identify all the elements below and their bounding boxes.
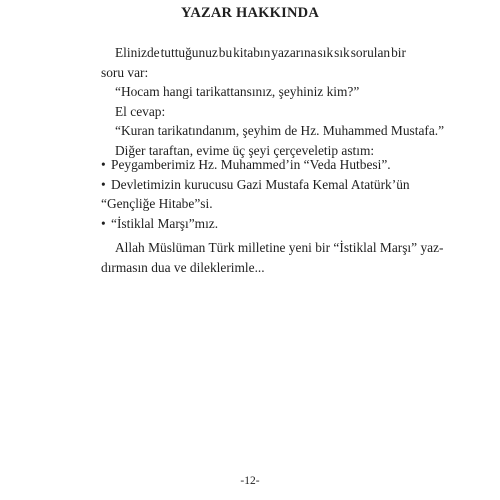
paragraph-intro (101, 43, 445, 161)
text-line (101, 43, 406, 63)
page-title: YAZAR HAKKINDA (180, 5, 319, 21)
word: bu (218, 45, 233, 60)
text-line: “Kuran tarikatındanım, şeyhim de Hz. Muhammed Mustafa.” (115, 123, 445, 139)
list-item-continuation: “Gençliğe Hitabe”si. (101, 196, 213, 212)
text-line: soru var: (101, 64, 149, 80)
bullet-icon: • (101, 215, 106, 231)
word: sık (317, 45, 334, 60)
word: kitabın (233, 45, 271, 60)
bullet-list (101, 155, 410, 233)
text-line: Allah Müslüman Türk milletine yeni bir “İstiklal Marşı” yaz- (115, 240, 444, 255)
text-line: Diğer taraftan, evime üç şeyi çerçeveletip astım: (115, 142, 375, 158)
word: sorulan (350, 45, 391, 60)
word: bir (391, 45, 406, 60)
list-item-text: Peygamberimiz Hz. Muhammed’in “Veda Hutbesi”. (111, 157, 391, 172)
list-item (101, 214, 406, 234)
text-line: “Hocam hangi tarikattansınız, şeyhiniz kim?” (115, 84, 360, 100)
list-item-text: “İstiklal Marşı”mız. (111, 215, 219, 231)
bullet-icon: • (101, 157, 106, 172)
word: tuttuğunuz (160, 45, 218, 60)
text-line: El cevap: (115, 103, 166, 119)
list-item-text: • Devletimizin kurucusu Gazi Mustafa Kemal Atatürk’ün (101, 175, 410, 195)
bullet-icon: • (101, 176, 106, 192)
word: sık (334, 45, 350, 60)
word: Elinizde (115, 45, 160, 60)
text-line: dırmasın dua ve dileklerimle... (101, 259, 265, 275)
word: yazarına (271, 45, 317, 60)
list-item (101, 155, 406, 175)
paragraph-closing (101, 238, 444, 277)
list-item (101, 175, 410, 195)
page-number: -12- (240, 475, 260, 487)
